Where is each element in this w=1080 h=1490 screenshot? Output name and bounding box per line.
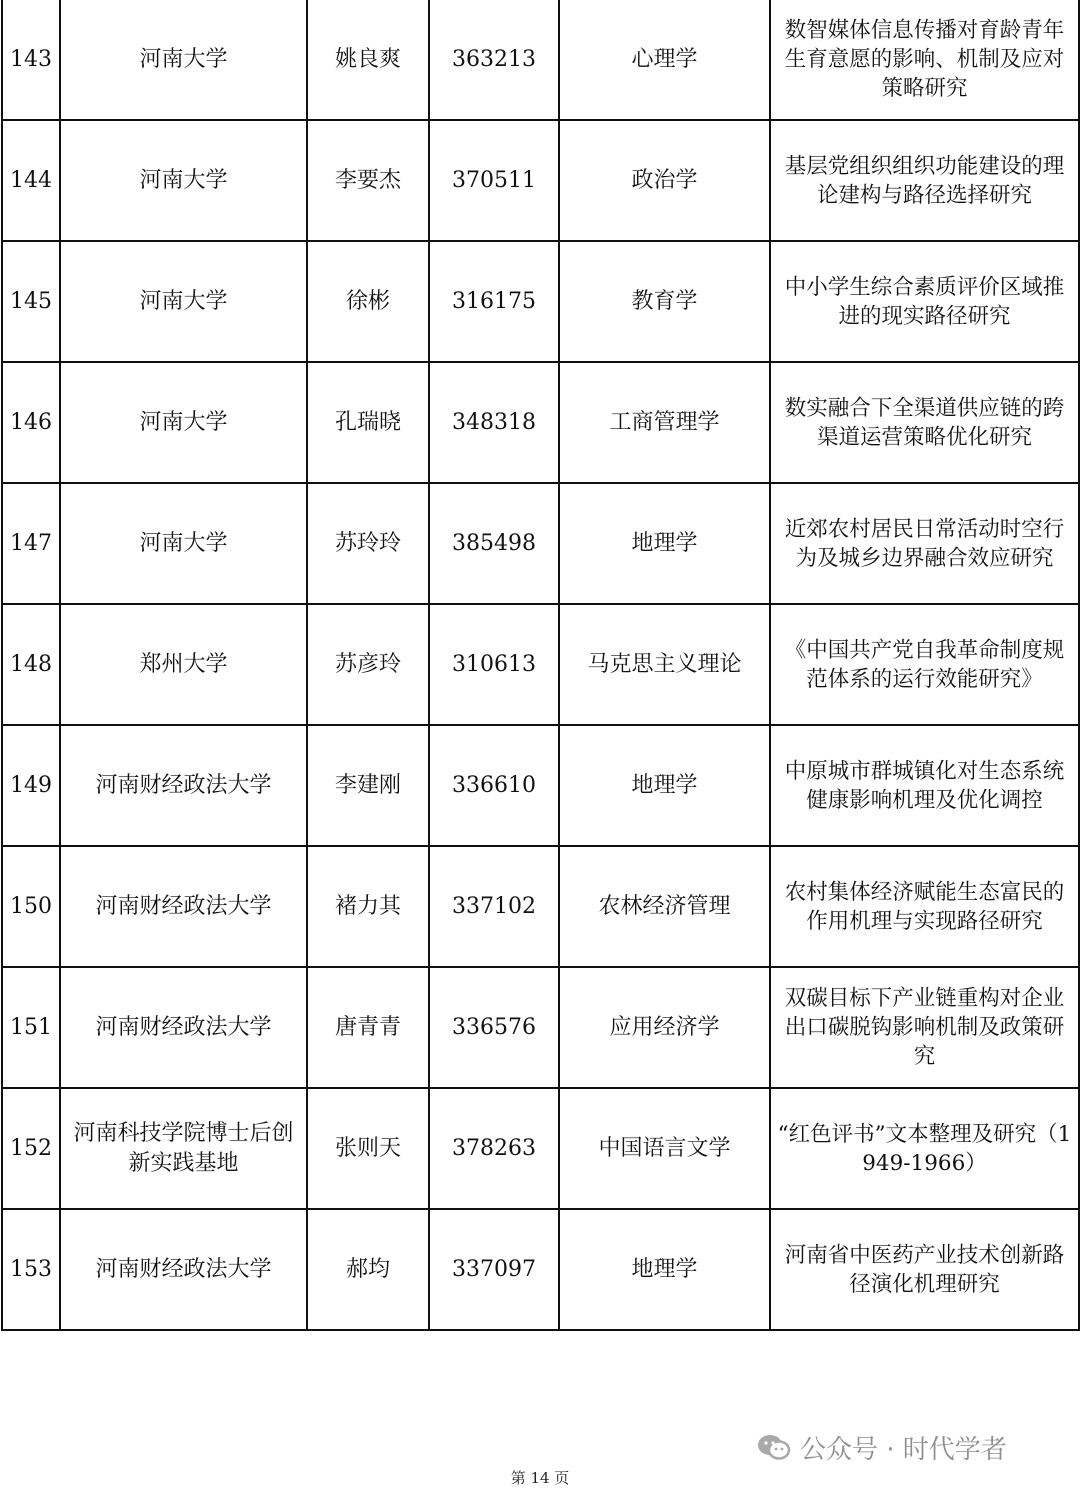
- table-row: [2, 241, 1079, 362]
- serial-number-cell: 148: [2, 604, 60, 725]
- project-title-cell: “红色评书”文本整理及研究（1949-1966）: [770, 1088, 1079, 1209]
- unit-cell: 河南大学: [60, 483, 307, 604]
- project-title-cell: 《中国共产党自我革命制度规范体系的运行效能研究》: [770, 604, 1079, 725]
- project-title-cell: 基层党组织组织功能建设的理论建构与路径选择研究: [770, 120, 1079, 241]
- table-row: [2, 362, 1079, 483]
- code-cell: 378263: [429, 1088, 559, 1209]
- serial-number-cell: 153: [2, 1209, 60, 1330]
- code-cell: 348318: [429, 362, 559, 483]
- unit-cell: 河南科技学院博士后创新实践基地: [60, 1088, 307, 1209]
- table-row: [2, 725, 1079, 846]
- project-title-cell: 数智媒体信息传播对育龄青年生育意愿的影响、机制及应对策略研究: [770, 0, 1079, 120]
- watermark-text: 公众号 · 时代学者: [800, 1434, 1007, 1465]
- page-number: 第 14 页: [510, 1469, 570, 1487]
- name-cell: 郝均: [307, 1209, 429, 1330]
- unit-cell: 河南财经政法大学: [60, 967, 307, 1088]
- table-row: [2, 967, 1079, 1088]
- project-title-cell: 中原城市群城镇化对生态系统健康影响机理及优化调控: [770, 725, 1079, 846]
- table-row: [2, 0, 1079, 120]
- unit-cell: 河南财经政法大学: [60, 1209, 307, 1330]
- serial-number-cell: 147: [2, 483, 60, 604]
- serial-number-cell: 149: [2, 725, 60, 846]
- name-cell: 张则天: [307, 1088, 429, 1209]
- code-cell: 310613: [429, 604, 559, 725]
- serial-number-cell: 145: [2, 241, 60, 362]
- name-cell: 孔瑞晓: [307, 362, 429, 483]
- discipline-cell: 地理学: [559, 483, 770, 604]
- serial-number-cell: 151: [2, 967, 60, 1088]
- discipline-cell: 马克思主义理论: [559, 604, 770, 725]
- project-title-cell: 近郊农村居民日常活动时空行为及城乡边界融合效应研究: [770, 483, 1079, 604]
- wechat-watermark: [756, 1430, 1007, 1464]
- project-title-cell: 双碳目标下产业链重构对企业出口碳脱钩影响机制及政策研究: [770, 967, 1079, 1088]
- code-cell: 336610: [429, 725, 559, 846]
- name-cell: 姚良爽: [307, 0, 429, 120]
- name-cell: 李建刚: [307, 725, 429, 846]
- name-cell: 苏彦玲: [307, 604, 429, 725]
- serial-number-cell: 143: [2, 0, 60, 120]
- table-row: [2, 120, 1079, 241]
- unit-cell: 河南大学: [60, 241, 307, 362]
- table-row: [2, 846, 1079, 967]
- project-title-cell: 数实融合下全渠道供应链的跨渠道运营策略优化研究: [770, 362, 1079, 483]
- table-row: [2, 1209, 1079, 1330]
- code-cell: 385498: [429, 483, 559, 604]
- name-cell: 李要杰: [307, 120, 429, 241]
- project-list-table: [1, 0, 1080, 1331]
- code-cell: 337097: [429, 1209, 559, 1330]
- name-cell: 苏玲玲: [307, 483, 429, 604]
- unit-cell: 河南财经政法大学: [60, 725, 307, 846]
- unit-cell: 河南大学: [60, 120, 307, 241]
- discipline-cell: 地理学: [559, 1209, 770, 1330]
- unit-cell: 河南财经政法大学: [60, 846, 307, 967]
- code-cell: 363213: [429, 0, 559, 120]
- discipline-cell: 政治学: [559, 120, 770, 241]
- table-row: [2, 604, 1079, 725]
- name-cell: 唐青青: [307, 967, 429, 1088]
- code-cell: 370511: [429, 120, 559, 241]
- discipline-cell: 心理学: [559, 0, 770, 120]
- table-row: [2, 1088, 1079, 1209]
- discipline-cell: 中国语言文学: [559, 1088, 770, 1209]
- wechat-icon: [756, 1432, 792, 1462]
- name-cell: 褚力其: [307, 846, 429, 967]
- project-title-cell: 中小学生综合素质评价区域推进的现实路径研究: [770, 241, 1079, 362]
- table-row: [2, 483, 1079, 604]
- project-title-cell: 河南省中医药产业技术创新路径演化机理研究: [770, 1209, 1079, 1330]
- unit-cell: 河南大学: [60, 0, 307, 120]
- serial-number-cell: 146: [2, 362, 60, 483]
- code-cell: 316175: [429, 241, 559, 362]
- discipline-cell: 农林经济管理: [559, 846, 770, 967]
- project-list-body: [2, 0, 1079, 1330]
- code-cell: 336576: [429, 967, 559, 1088]
- name-cell: 徐彬: [307, 241, 429, 362]
- unit-cell: 河南大学: [60, 362, 307, 483]
- code-cell: 337102: [429, 846, 559, 967]
- project-title-cell: 农村集体经济赋能生态富民的作用机理与实现路径研究: [770, 846, 1079, 967]
- serial-number-cell: 150: [2, 846, 60, 967]
- unit-cell: 郑州大学: [60, 604, 307, 725]
- discipline-cell: 应用经济学: [559, 967, 770, 1088]
- discipline-cell: 教育学: [559, 241, 770, 362]
- serial-number-cell: 144: [2, 120, 60, 241]
- discipline-cell: 工商管理学: [559, 362, 770, 483]
- serial-number-cell: 152: [2, 1088, 60, 1209]
- discipline-cell: 地理学: [559, 725, 770, 846]
